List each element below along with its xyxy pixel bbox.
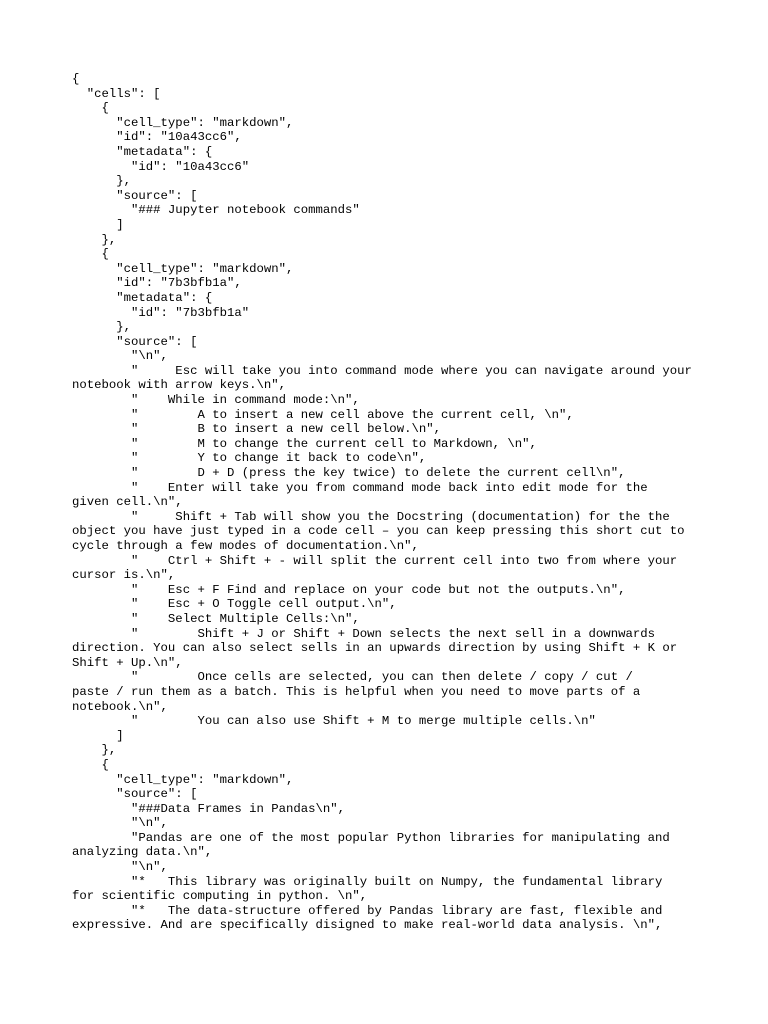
document-line: " Esc + F Find and replace on your code but not the outputs.\n", <box>72 582 626 597</box>
document-line: " Enter will take you from command mode back into edit mode for the <box>72 480 648 495</box>
document-line: object you have just typed in a code cell – you can keep pressing this short cut to <box>72 524 685 539</box>
document-line: { <box>72 101 109 116</box>
document-line: }, <box>72 320 132 335</box>
document-line: " Shift + J or Shift + Down selects the next sell in a downwards <box>72 626 655 641</box>
document-line: " Y to change it back to code\n", <box>72 451 427 466</box>
document-line: " B to insert a new cell below.\n", <box>72 422 441 437</box>
document-line: "metadata": { <box>72 290 213 305</box>
document-line: "\n", <box>72 860 168 875</box>
document-line: }, <box>72 743 117 758</box>
document-line: { <box>72 72 80 86</box>
notebook-json-document <box>72 72 702 933</box>
document-line: cursor is.\n", <box>72 568 176 583</box>
document-line: direction. You can also select sells in an upwards direction by using Shift + K or <box>72 641 678 656</box>
document-line: " Once cells are selected, you can then delete / copy / cut / <box>72 670 633 685</box>
document-line: given cell.\n", <box>72 495 183 510</box>
document-line: " Shift + Tab will show you the Docstring (documentation) for the the <box>72 509 670 524</box>
document-line: "source": [ <box>72 787 198 802</box>
document-line: "\n", <box>72 816 168 831</box>
document-line: Shift + Up.\n", <box>72 655 183 670</box>
document-line: " D + D (press the key twice) to delete the current cell\n", <box>72 466 626 481</box>
document-line: " Esc will take you into command mode where you can navigate around your <box>72 363 692 378</box>
document-line: "source": [ <box>72 334 198 349</box>
document-line: "id": "10a43cc6", <box>72 130 242 145</box>
document-line: "### Jupyter notebook commands" <box>72 203 360 218</box>
document-line: "id": "7b3bfb1a" <box>72 305 250 320</box>
document-line: " Ctrl + Shift + - will split the current cell into two from where your <box>72 553 678 568</box>
document-line: " M to change the current cell to Markdown, \n", <box>72 436 537 451</box>
document-line: " You can also use Shift + M to merge multiple cells.\n" <box>72 714 596 729</box>
document-line: notebook with arrow keys.\n", <box>72 378 287 393</box>
document-line: notebook.\n", <box>72 699 168 714</box>
document-line: "\n", <box>72 349 168 364</box>
document-line: "Pandas are one of the most popular Python libraries for manipulating and <box>72 830 670 845</box>
document-line: }, <box>72 174 132 189</box>
document-line: "source": [ <box>72 188 198 203</box>
document-line: for scientific computing in python. \n", <box>72 889 368 904</box>
document-line: analyzing data.\n", <box>72 845 213 860</box>
document-line: "cell_type": "markdown", <box>72 772 294 787</box>
document-line: }, <box>72 232 117 247</box>
document-line: " A to insert a new cell above the current cell, \n", <box>72 407 574 422</box>
document-line: " Select Multiple Cells:\n", <box>72 611 360 626</box>
document-line: { <box>72 247 109 262</box>
document-line: "cell_type": "markdown", <box>72 261 294 276</box>
document-line: ] <box>72 728 124 743</box>
document-line: "cells": [ <box>72 86 161 101</box>
document-line: paste / run them as a batch. This is helpful when you need to move parts of a <box>72 684 641 699</box>
document-line: ] <box>72 217 124 232</box>
document-line: "cell_type": "markdown", <box>72 115 294 130</box>
document-line: "###Data Frames in Pandas\n", <box>72 801 346 816</box>
document-line: expressive. And are specifically disigned to make real-world data analysis. \n", <box>72 918 663 933</box>
document-line: "id": "10a43cc6" <box>72 159 250 174</box>
document-line: "* The data-structure offered by Pandas library are fast, flexible and <box>72 903 663 918</box>
document-line: cycle through a few modes of documentation.\n", <box>72 539 419 553</box>
document-line: " Esc + O Toggle cell output.\n", <box>72 597 397 612</box>
document-line: "metadata": { <box>72 144 213 159</box>
document-line: " While in command mode:\n", <box>72 393 360 408</box>
document-line: "id": "7b3bfb1a", <box>72 276 242 291</box>
document-line: { <box>72 757 109 772</box>
document-line: "* This library was originally built on Numpy, the fundamental library <box>72 874 663 889</box>
